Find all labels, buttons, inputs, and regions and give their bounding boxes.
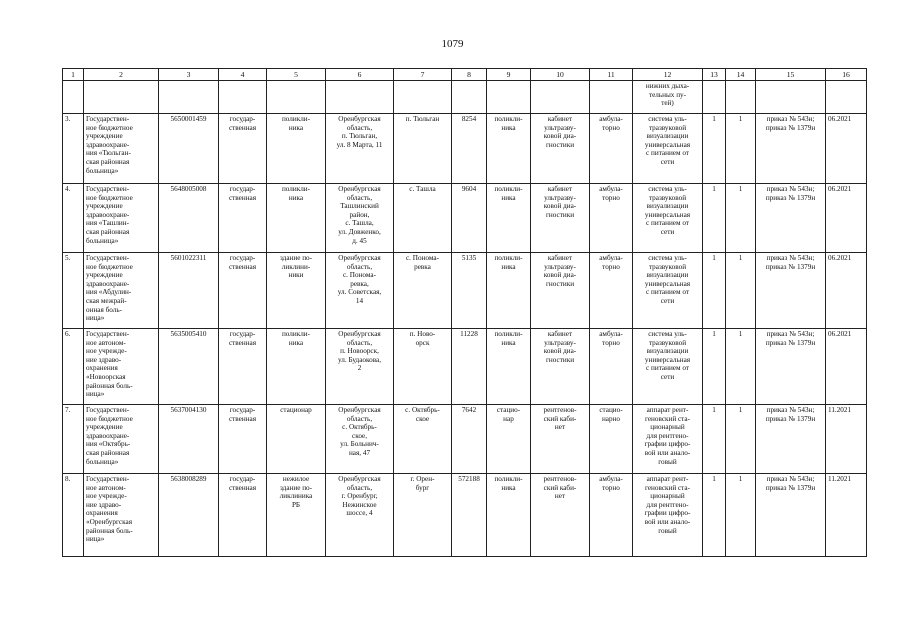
count-cell: 1 (726, 474, 756, 557)
column-header: 2 (84, 69, 159, 81)
inn-cell: 5638008289 (159, 474, 219, 557)
count-cell: 1 (726, 184, 756, 253)
ownership-cell: государ- ственная (219, 253, 267, 329)
care-cell: амбула- торно (590, 253, 633, 329)
facilities-table (62, 68, 867, 557)
department-cell: поликли- ника (487, 114, 531, 184)
equipment-cell: аппарат рент- геновский ста- ционарный для рентгено- графии цифро- вой или анало- говый (633, 405, 703, 474)
date-cell: 06.2021 (826, 253, 867, 329)
column-header: 8 (452, 69, 487, 81)
population-cell: 11228 (452, 329, 487, 405)
unit-cell: стационар (267, 405, 326, 474)
count-cell: 1 (703, 405, 726, 474)
date-cell: 11.2021 (826, 405, 867, 474)
locality-cell: п. Ново- орск (394, 329, 452, 405)
locality-cell: с. Ташла (394, 184, 452, 253)
ownership-cell: государ- ственная (219, 329, 267, 405)
column-header: 3 (159, 69, 219, 81)
unit-cell: поликли- ника (267, 184, 326, 253)
equipment-cell: аппарат рент- геновский ста- ционарный для рентгено- графии цифро- вой или анало- говый (633, 474, 703, 557)
column-header: 11 (590, 69, 633, 81)
column-header: 7 (394, 69, 452, 81)
order-cell: приказ № 543н; приказ № 1379н (756, 253, 826, 329)
count-cell: 1 (703, 474, 726, 557)
population-cell: 572188 (452, 474, 487, 557)
row-number: 6. (63, 329, 84, 405)
row-number: 8. (63, 474, 84, 557)
date-cell: 06.2021 (826, 114, 867, 184)
department-cell: поликли- ника (487, 329, 531, 405)
row-number: 5. (63, 253, 84, 329)
locality-cell: п. Тюльган (394, 114, 452, 184)
room-cell: кабинет ультразву- ковой диа- гностики (531, 114, 590, 184)
inn-cell: 5648005008 (159, 184, 219, 253)
column-header: 1 (63, 69, 84, 81)
address-cell: Оренбургская область, Ташлинский район, с. Ташла, ул. Довженко, д. 45 (326, 184, 394, 253)
unit-cell: нежилое здание по- ликлиника РБ (267, 474, 326, 557)
row-number: 7. (63, 405, 84, 474)
table-row (63, 474, 867, 557)
room-cell: рентгенов- ский каби- нет (531, 474, 590, 557)
column-header: 16 (826, 69, 867, 81)
date-cell: 06.2021 (826, 329, 867, 405)
continuation-row (63, 81, 867, 114)
order-cell: приказ № 543н; приказ № 1379н (756, 114, 826, 184)
count-cell: 1 (726, 405, 756, 474)
equipment-cell: система уль- тразвуковой визуализации универсальная с питанием от сети (633, 329, 703, 405)
date-cell: 11.2021 (826, 474, 867, 557)
address-cell: Оренбургская область, п. Тюльган, ул. 8 Марта, 11 (326, 114, 394, 184)
organization-cell: Государствен- ное автоном- ное учрежде- ние здраво- охранения «Новоорская районная боль- ница» (84, 329, 159, 405)
unit-cell: поликли- ника (267, 114, 326, 184)
count-cell: 1 (726, 329, 756, 405)
room-cell: кабинет ультразву- ковой диа- гностики (531, 329, 590, 405)
column-header: 5 (267, 69, 326, 81)
row-number: 3. (63, 114, 84, 184)
count-cell: 1 (703, 114, 726, 184)
department-cell: поликли- ника (487, 253, 531, 329)
row-number: 4. (63, 184, 84, 253)
population-cell: 5135 (452, 253, 487, 329)
address-cell: Оренбургская область, с. Пономa- ревка, ул. Советская, 14 (326, 253, 394, 329)
inn-cell: 5650001459 (159, 114, 219, 184)
locality-cell: с. Октябрь- ское (394, 405, 452, 474)
equipment-cell: нижних дыха- тельных пу- тей) (633, 81, 703, 114)
ownership-cell: государ- ственная (219, 184, 267, 253)
organization-cell: Государствен- ное бюджетное учреждение здравоохране- ния «Тюльган- ская районная больница» (84, 114, 159, 184)
address-cell: Оренбургская область, п. Новоорск, ул. Будаокова, 2 (326, 329, 394, 405)
count-cell: 1 (703, 253, 726, 329)
inn-cell: 5601022311 (159, 253, 219, 329)
locality-cell: г. Орен- бург (394, 474, 452, 557)
address-cell: Оренбургская область, г. Оренбург, Нежинское шоссе, 4 (326, 474, 394, 557)
ownership-cell: государ- ственная (219, 474, 267, 557)
department-cell: поликли- ника (487, 474, 531, 557)
department-cell: поликли- ника (487, 184, 531, 253)
inn-cell: 5635005410 (159, 329, 219, 405)
care-cell: амбула- торно (590, 329, 633, 405)
order-cell: приказ № 543н; приказ № 1379н (756, 405, 826, 474)
population-cell: 7642 (452, 405, 487, 474)
locality-cell: с. Пономa- ревка (394, 253, 452, 329)
ownership-cell: государ- ственная (219, 114, 267, 184)
department-cell: стацио- нар (487, 405, 531, 474)
column-header: 9 (487, 69, 531, 81)
organization-cell: Государствен- ное бюджетное учреждение здравоохране- ния «Октябрь- ская районная больница» (84, 405, 159, 474)
table-row (63, 114, 867, 184)
room-cell: рентгенов- ский каби- нет (531, 405, 590, 474)
unit-cell: поликли- ника (267, 329, 326, 405)
column-header: 6 (326, 69, 394, 81)
column-header: 12 (633, 69, 703, 81)
inn-cell: 5637004130 (159, 405, 219, 474)
count-cell: 1 (726, 114, 756, 184)
equipment-cell: система уль- тразвуковой визуализации универсальная с питанием от сети (633, 184, 703, 253)
organization-cell: Государствен- ное бюджетное учреждение здравоохране- ния «Абдулин- ская межрай- онная боль- ница» (84, 253, 159, 329)
population-cell: 9604 (452, 184, 487, 253)
care-cell: амбула- торно (590, 474, 633, 557)
table-row (63, 184, 867, 253)
care-cell: амбула- торно (590, 114, 633, 184)
order-cell: приказ № 543н; приказ № 1379н (756, 184, 826, 253)
date-cell: 06.2021 (826, 184, 867, 253)
table-header-row (63, 69, 867, 81)
column-header: 4 (219, 69, 267, 81)
population-cell: 8254 (452, 114, 487, 184)
table-row (63, 405, 867, 474)
column-header: 10 (531, 69, 590, 81)
count-cell: 1 (726, 253, 756, 329)
address-cell: Оренбургская область, с. Октябрь- ское, ул. Больнич- ная, 47 (326, 405, 394, 474)
ownership-cell: государ- ственная (219, 405, 267, 474)
organization-cell: Государствен- ное автоном- ное учрежде- ние здраво- охранения «Оренбургская районная боль- ница» (84, 474, 159, 557)
column-header: 14 (726, 69, 756, 81)
equipment-cell: система уль- тразвуковой визуализации универсальная с питанием от сети (633, 114, 703, 184)
unit-cell: здание по- ликлини- ники (267, 253, 326, 329)
page-number: 1079 (441, 38, 464, 50)
order-cell: приказ № 543н; приказ № 1379н (756, 329, 826, 405)
room-cell: кабинет ультразву- ковой диа- гностики (531, 184, 590, 253)
table-row (63, 253, 867, 329)
column-header: 13 (703, 69, 726, 81)
column-header: 15 (756, 69, 826, 81)
organization-cell: Государствен- ное бюджетное учреждение здравоохране- ния «Ташлин- ская районная больница» (84, 184, 159, 253)
care-cell: амбула- торно (590, 184, 633, 253)
care-cell: стацио- нарно (590, 405, 633, 474)
count-cell: 1 (703, 184, 726, 253)
count-cell: 1 (703, 329, 726, 405)
order-cell: приказ № 543н; приказ № 1379н (756, 474, 826, 557)
room-cell: кабинет ультразву- ковой диа- гностики (531, 253, 590, 329)
equipment-cell: система уль- тразвуковой визуализации универсальная с питанием от сети (633, 253, 703, 329)
table-row (63, 329, 867, 405)
